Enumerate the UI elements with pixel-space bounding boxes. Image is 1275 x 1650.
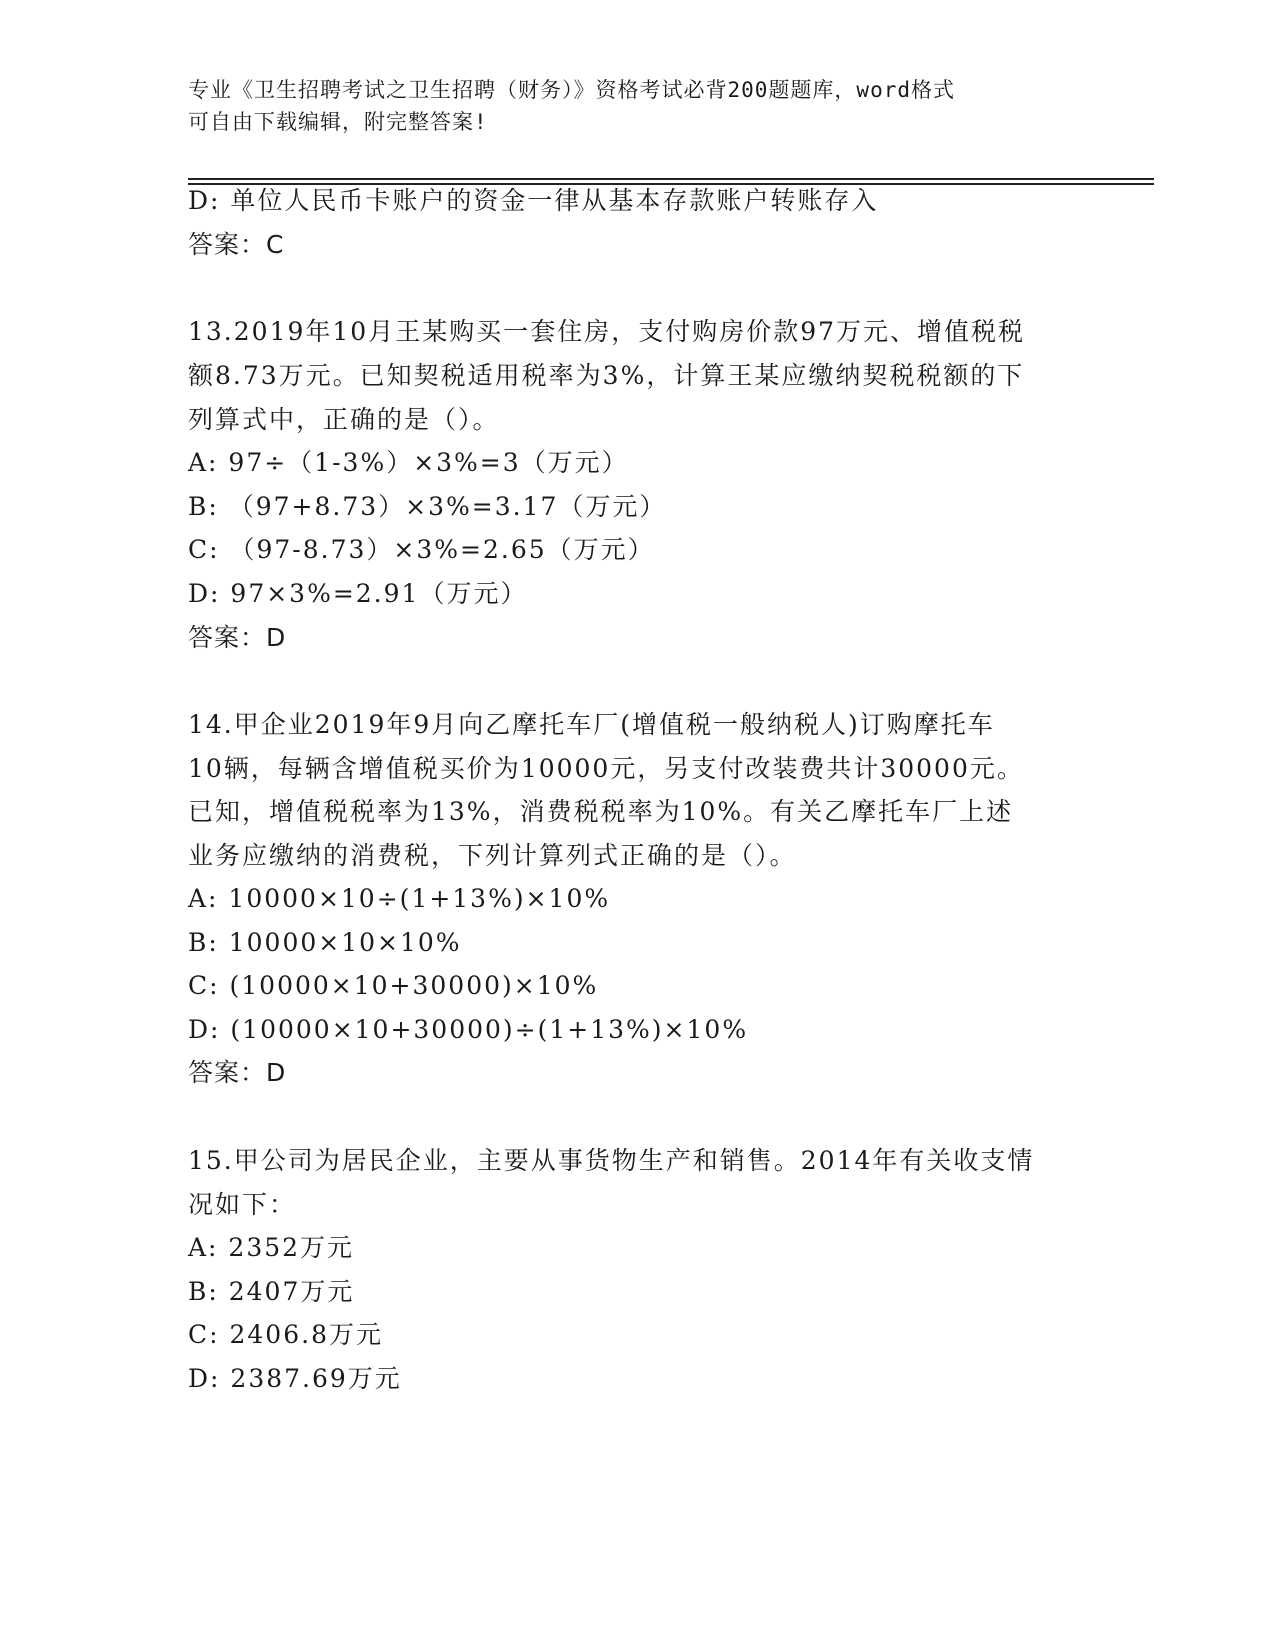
q14-option-a: A: 10000×10÷(1+13%)×10% <box>188 884 611 913</box>
q15-option-d: D: 2387.69万元 <box>188 1364 402 1393</box>
prev-answer: 答案：C <box>188 230 285 259</box>
q13-answer: 答案：D <box>188 623 287 652</box>
q14-stem-line-1: 14.甲企业2019年9月向乙摩托车厂(增值税一般纳税人)订购摩托车 <box>188 710 995 739</box>
header-line-1: 专业《卫生招聘考试之卫生招聘（财务）》资格考试必背200题题库，word格式 <box>188 78 955 102</box>
q15-stem-line-2: 况如下： <box>188 1190 297 1219</box>
q14-option-c: C: (10000×10+30000)×10% <box>188 971 599 1000</box>
q13-option-c: C: （97-8.73）×3%=2.65（万元） <box>188 535 655 564</box>
q13-option-d: D: 97×3%=2.91（万元） <box>188 579 528 608</box>
q14-answer: 答案：D <box>188 1058 287 1087</box>
document-header <box>188 74 1068 138</box>
prev-option-d: D: 单位人民币卡账户的资金一律从基本存款账户转账存入 <box>188 186 879 215</box>
q15-option-a: A: 2352万元 <box>188 1233 355 1262</box>
q14-stem-line-2: 10辆，每辆含增值税买价为10000元，另支付改装费共计30000元。 <box>188 754 1024 783</box>
q13-stem-line-3: 列算式中，正确的是（）。 <box>188 405 500 434</box>
q14-stem-line-3: 已知，增值税税率为13%，消费税税率为10%。有关乙摩托车厂上述 <box>188 797 1014 826</box>
header-divider-top <box>188 178 1154 180</box>
q15-stem-line-1: 15.甲公司为居民企业，主要从事货物生产和销售。2014年有关收支情 <box>188 1146 1035 1175</box>
q13-stem-line-2: 额8.73万元。已知契税适用税率为3%，计算王某应缴纳契税税额的下 <box>188 361 1025 390</box>
q14-option-b: B: 10000×10×10% <box>188 928 462 957</box>
q13-option-a: A: 97÷（1-3%）×3%=3（万元） <box>188 448 629 477</box>
q14-option-d: D: (10000×10+30000)÷(1+13%)×10% <box>188 1015 749 1044</box>
q14-stem-line-4: 业务应缴纳的消费税，下列计算列式正确的是（）。 <box>188 841 797 870</box>
header-line-2: 可自由下载编辑，附完整答案! <box>188 110 488 134</box>
q15-option-c: C: 2406.8万元 <box>188 1320 383 1349</box>
q13-option-b: B: （97+8.73）×3%=3.17（万元） <box>188 492 667 521</box>
q13-stem-line-1: 13.2019年10月王某购买一套住房，支付购房价款97万元、增值税税 <box>188 317 1026 346</box>
q15-option-b: B: 2407万元 <box>188 1277 355 1306</box>
